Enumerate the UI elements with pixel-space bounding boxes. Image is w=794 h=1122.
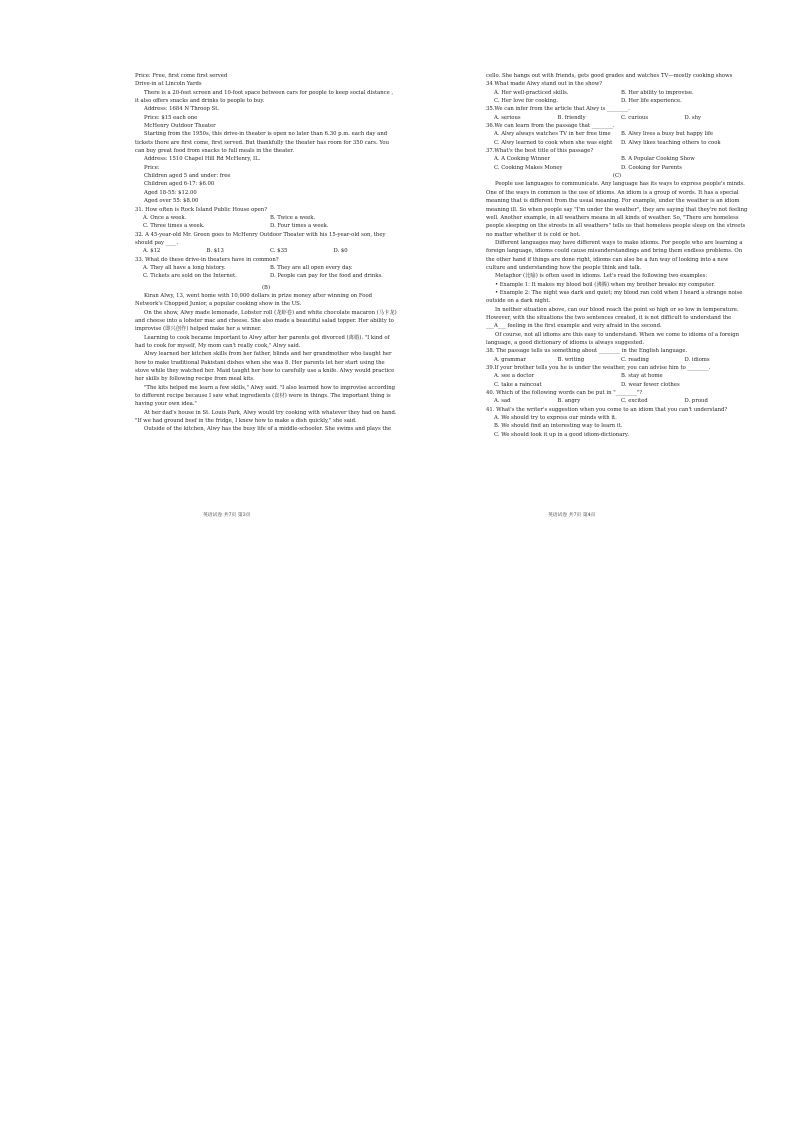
passage-paragraph: At her dad's house in St. Louis Park, Alwy would try cooking with whatever they had on hand. "If we had ground beef in the fridge, I knew how to make a dish quickly," she said. [135,409,397,425]
question-35-options [486,114,748,122]
venue-name: Drive-in at Lincoln Yards [135,81,202,88]
question-31: 31. How often is Rock Island Public House open? [135,206,268,213]
question-39-options [486,372,748,389]
option-b: B. Her ability to improvise. [621,89,694,96]
passage-example: • Example 2: The night was dark and quiet; my blood ran cold when I heard a strange noise outside on a dark night. [486,289,743,305]
passage-example: • Example 1: It makes my blood boil (沸腾) when my brother breaks my computer. [495,281,715,288]
question-32-options [135,247,397,255]
price-label: Price: [144,164,160,171]
address-line: Address: 1684 N Throop St. [144,106,220,113]
question-40-options [486,397,748,405]
option-c: C. Tickets are sold on the Internet. [143,273,237,280]
passage-paragraph: Different languages may have different ways to make idioms. For people who are learning a foreign language, idioms could cause misunderstandings and bring them endless problems. On the other hand if things are done right, idioms can also be a fun way of looking into a new culture and understanding how the people think and talk. [486,239,743,271]
address-line: Address: 1510 Chapel Hill Rd McHenry, IL. [144,156,261,163]
option-b: B. friendly [557,114,586,121]
option-d: D. idioms [684,356,710,363]
right-column [486,72,748,439]
option-a: A. They all have a long history. [143,264,226,271]
option-d: D. shy [684,114,702,121]
option-d: D. wear fewer clothes [621,381,680,388]
option-a: A. Alwy always watches TV in her free time [494,131,611,138]
passage-continuation: cello. She hangs out with friends, gets good grades and watches TV—mostly cooking shows [486,73,733,79]
option-c: C. Alwy learned to cook when she was eight [494,139,613,146]
price-tier: Aged over 55: $8.00 [144,198,199,205]
option-a: A. grammar [494,356,527,363]
option-c: C. Cooking Makes Money [494,164,563,171]
option-a: A. sad [494,398,511,405]
passage-paragraph: Outside of the kitchen, Alwy has the busy life of a middle-schooler. She swims and plays the [144,426,392,433]
question-41: 41. What's the writer's suggestion when you come to an idiom that you can't understand? [486,406,728,413]
option-b: B. They are all open every day. [270,264,353,271]
option-a: A. $12 [143,248,161,255]
option-a: A. We should try to express our minds with it. [494,415,617,422]
question-32: 32. A 45-year-old Mr. Green goes to McHenry Outdoor Theater with his 15-year-old son, they should pay ____. [135,231,386,246]
question-33: 33. What do these drive-in theaters have in common? [135,256,279,263]
option-a: A. Her well-practiced skills. [494,89,569,96]
question-39: 39.If your brother tells you he is under the weather, you can advise him to ________. [486,365,711,372]
question-37-options [486,155,748,172]
option-b: B. Twice a week. [270,214,316,221]
option-c: C. We should look it up in a good idiom-dictionary. [494,431,629,438]
option-b: B. writing [557,356,585,363]
question-36-options [486,130,748,147]
option-d: D. $0 [333,248,348,255]
price-tier: Aged 18-55: $12.00 [144,189,197,196]
option-b: B. Alwy lives a busy but happy life [621,131,714,138]
option-c: C. reading [621,356,649,363]
option-c: C. $35 [270,248,288,255]
venue-name: McHenry Outdoor Theater [144,123,216,130]
venue-description: Starting from the 1950s, this drive-in theater is open no later than 6.30 p.m. each day and tickets there are first come, first served. But thankfully the theater has room for 350 cars. You can buy great food from snacks to full meals in the theater. [135,131,390,155]
passage-paragraph: Metaphor (比喻) is often used in idioms. Let's read the following two examples: [495,273,708,280]
question-35: 35.We can infer from the article that Alwy is ________. [486,106,630,113]
question-38-options [486,356,748,364]
option-d: D. Her life experience. [621,98,682,105]
passage-paragraph: On the show, Alwy made lemonade, Lobster roll (龙虾卷) and white chocolate macaron (马卡龙) and cheese into a lobster mac and cheese. She also made a beautiful salad topper. Her ability to improvise (即兴创作) helped make her a winner. [135,309,397,333]
section-b-heading: (B) [261,284,271,291]
price-line: Price: $15 each one [144,114,198,121]
passage-paragraph: In neither situation above, can our blood reach the point so high or so low in temperature. However, with the situations the two sentences created, it is not difficult to understand the ___A___ feeling in the first example and very afraid in the second. [486,306,739,330]
option-a: A. A Cooking Winner [494,156,551,163]
passage-paragraph: People use languages to communicate. Any language has its ways to express people's minds. One of the ways in common is the use of idioms. An idiom is a group of words. It has a special meaning that is different from the usual meaning. For example, under the weather is an idiom meaning ill. So when people say "I'm under the weather", they are saying that they're not feeling well. Another example, in all weathers means in all kinds of weather. So, "There are homeless people sleeping on the streets in all weathers" tells us that homeless people sleep on the streets no matter whether it is cold or hot. [486,181,748,238]
option-a: A. Once a week. [143,214,187,221]
option-d: D. Cooking for Parents [621,164,683,171]
option-d: D. Alwy likes teaching others to cook [621,139,721,146]
option-c: C. Three times a week. [143,223,205,230]
price-tier: Children aged 5 and under: free [144,173,231,180]
question-40: 40. Which of the following words can be put in "________"? [486,390,643,397]
option-c: C. take a raincoat [494,381,542,388]
option-a: A. serious [494,114,521,121]
section-c-heading: (C) [612,173,622,180]
option-a: A. see a doctor [494,373,535,380]
question-34-options [486,89,748,106]
option-d: D. People can pay for the food and drinks. [270,273,383,280]
question-33-options [135,264,397,281]
question-37: 37.What's the best title of this passage? [486,148,594,155]
question-34: 34 What made Alwy stand out in the show? [486,81,603,88]
page-footer: 英语试卷 共7页 第4页 [548,513,596,518]
page-footer: 英语试卷 共7页 第3页 [203,513,251,518]
option-c: C. Her love for cooking. [494,98,558,105]
passage-paragraph: "The kits helped me learn a few skills," Alwy said. "I also learned how to improvise according to different recipe because I saw what ingredients (食材) were in things. The important thing is having your own idea." [135,384,396,408]
passage-paragraph: Alwy learned her kitchen skills from her father, blinds and her grandmother who taught her how to make traditional Pakistani dishes when she was 8. Her parents let her start using the stove while they watched her. Maid taught her how to carefully use a knife. Alwy would practice her skills by following recipe from meal kits. [135,351,395,383]
option-b: B. $13 [206,248,224,255]
option-b: B. angry [557,398,581,405]
passage-paragraph: Learning to cook became important to Alwy after her parents got divorced (离婚). "I kind of had to cook for myself, My mom can't really cook," Alwy said. [135,334,390,349]
option-c: C. curious [621,114,649,121]
option-b: B. A Popular Cooking Show [621,156,695,163]
option-d: D. Four times a week. [270,223,329,230]
passage-paragraph: Of course, not all idioms are this easy to understand. When we come to idioms of a foreign language, a good dictionary of idioms is always suggested. [486,331,740,346]
price-tier: Children aged 6-17: $6.00 [144,181,215,188]
venue-description: There is a 20-feet screen and 10-foot space between cars for people to keep social distance , it also offers snacks and drinks to people to buy. [135,89,394,105]
option-b: B. stay at home [621,373,663,380]
passage-paragraph: Kiran Alwy, 13, went home with 10,000 dollars in prize money after winning on Food Network's Chopped Junior, a popular cooking show in the US. [135,292,373,308]
option-c: C. excited [621,398,648,405]
question-31-options [135,214,397,231]
question-41-options [486,414,748,439]
price-line: Price: Free, first come first served [135,73,228,79]
option-d: D. proud [684,398,708,405]
left-column [135,72,397,434]
question-36: 36.We can learn from the passage that ________. [486,123,615,130]
question-38: 38. The passage tells us something about ________ in the English language. [486,348,688,355]
option-b: B. We should find an interesting way to learn it. [494,423,623,430]
